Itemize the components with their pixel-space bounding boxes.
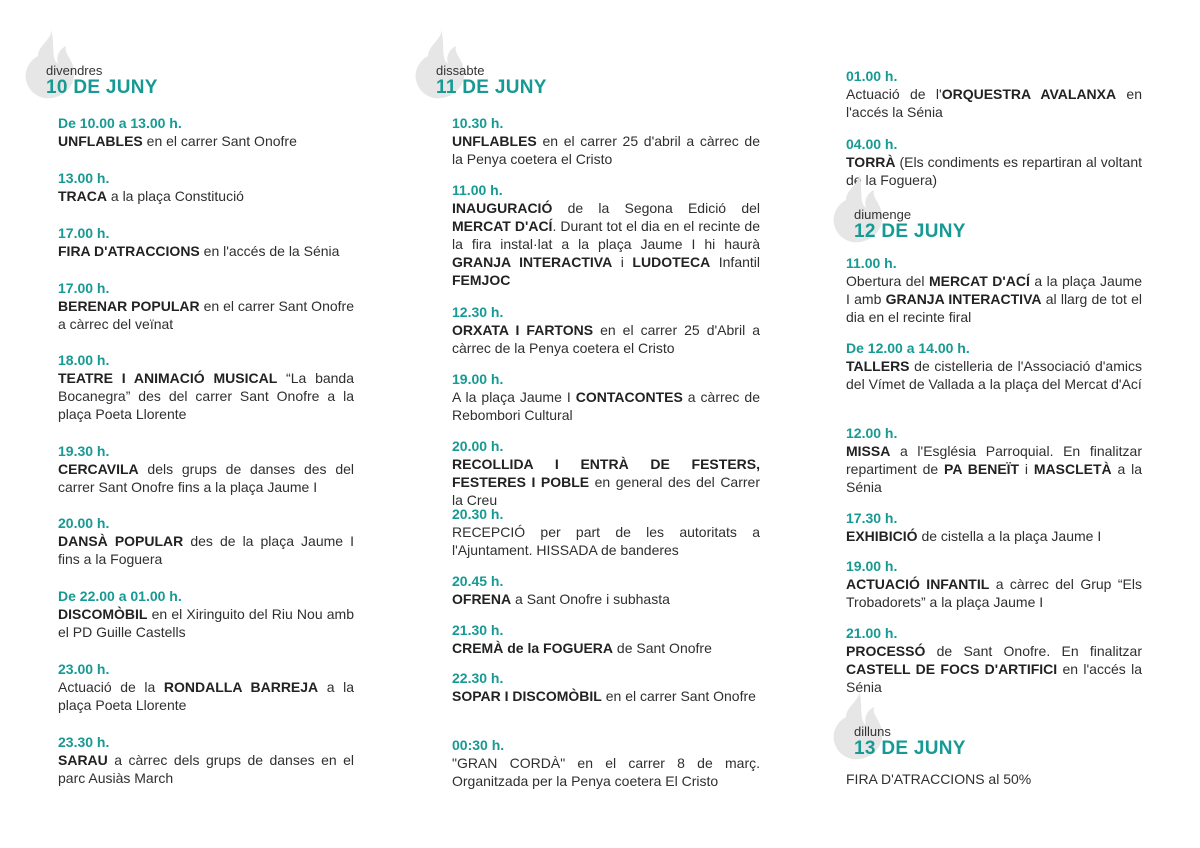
event-description: TORRÀ (Els condiments es repartiran al voltant de la Foguera) (846, 154, 1142, 188)
event-time: 20.45 h. (452, 573, 504, 589)
event-description: UNFLABLES en el carrer Sant Onofre (58, 133, 297, 149)
event-description: FIRA D'ATRACCIONS al 50% (846, 771, 1032, 787)
event-time: De 10.00 a 13.00 h. (58, 115, 182, 131)
event-item (846, 255, 1142, 326)
event-description: TALLERS de cistelleria de l'Associació d'amics del Vímet de Vallada a la plaça del Mercat d'Ací (846, 358, 1142, 392)
event-description: TEATRE I ANIMACIÓ MUSICAL “La banda Bocanegra” des del carrer Sant Onofre a la plaça Poeta Llorente (58, 370, 354, 422)
event-item (846, 68, 1142, 121)
event-time: 04.00 h. (846, 136, 898, 152)
event-description: INAUGURACIÓ de la Segona Edició del MERCAT D'ACÍ. Durant tot el dia en el recinte de la fira instal·lat a la plaça Jaume I hi haurà GRANJA INTERACTIVA i LUDOTECA Infantil FEMJOC (452, 200, 760, 288)
event-time: 21.30 h. (452, 622, 504, 638)
event-description: RECOLLIDA I ENTRÀ DE FESTERS, FESTERES I POBLE en general des del Carrer la Creu (452, 456, 760, 508)
event-description: OFRENA a Sant Onofre i subhasta (452, 591, 670, 607)
event-item (58, 170, 354, 205)
event-time: 01.00 h. (846, 68, 898, 84)
event-description: TRACA a la plaça Constitució (58, 188, 244, 204)
event-time: 11.00 h. (846, 255, 897, 271)
event-description: DISCOMÒBIL en el Xiringuito del Riu Nou amb el PD Guille Castells (58, 606, 354, 640)
day-header-monday (854, 725, 966, 759)
event-item (58, 588, 354, 641)
event-item (58, 734, 354, 787)
event-item (846, 136, 1142, 189)
event-time: 12.30 h. (452, 304, 504, 320)
event-item (58, 225, 354, 260)
event-item (452, 737, 760, 790)
event-time: 23.30 h. (58, 734, 110, 750)
day-label: dilluns (854, 724, 891, 739)
event-description: CERCAVILA dels grups de danses des del carrer Sant Onofre fins a la plaça Jaume I (58, 461, 354, 495)
event-item (58, 443, 354, 496)
event-item (452, 573, 760, 608)
event-description: PROCESSÓ de Sant Onofre. En finalitzar CASTELL DE FOCS D'ARTIFICI en l'accés la Sénia (846, 643, 1142, 695)
event-item (58, 661, 354, 714)
event-item (452, 622, 760, 657)
event-time: 20.30 h. (452, 506, 504, 522)
event-time: 17.00 h. (58, 225, 110, 241)
day-date: 11 DE JUNY (436, 77, 547, 98)
event-time: 23.00 h. (58, 661, 110, 677)
event-description: ACTUACIÓ INFANTIL a càrrec del Grup “Els Trobadorets” a la plaça Jaume I (846, 576, 1142, 610)
event-time: 22.30 h. (452, 670, 504, 686)
event-time: 00:30 h. (452, 737, 505, 753)
event-item (846, 425, 1142, 496)
event-time: 21.00 h. (846, 625, 898, 641)
day-date: 10 DE JUNY (46, 77, 158, 98)
event-time: 11.00 h. (452, 182, 503, 198)
event-item (58, 280, 354, 333)
event-item (452, 182, 760, 289)
event-item (846, 770, 1142, 788)
event-time: 17.00 h. (58, 280, 110, 296)
day-label: divendres (46, 63, 103, 78)
event-time: 17.30 h. (846, 510, 898, 526)
day-date: 12 DE JUNY (854, 221, 966, 242)
event-description: ORXATA I FARTONS en el carrer 25 d'Abril a càrrec de la Penya coetera el Cristo (452, 322, 760, 356)
event-time: 18.00 h. (58, 352, 110, 368)
event-description: A la plaça Jaume I CONTACONTES a càrrec de Rebombori Cultural (452, 389, 760, 423)
event-description: CREMÀ de la FOGUERA de Sant Onofre (452, 640, 712, 656)
day-header-friday (46, 64, 158, 98)
event-item (58, 515, 354, 568)
day-date: 13 DE JUNY (854, 738, 966, 759)
event-time: 13.00 h. (58, 170, 110, 186)
event-description: SOPAR I DISCOMÒBIL en el carrer Sant Onofre (452, 688, 756, 704)
event-description: BERENAR POPULAR en el carrer Sant Onofre a càrrec del veïnat (58, 298, 354, 332)
event-description: Obertura del MERCAT D'ACÍ a la plaça Jaume I amb GRANJA INTERACTIVA al llarg de tot el dia en el recinte firal (846, 273, 1142, 325)
event-item (452, 670, 760, 705)
day-header-sunday (854, 208, 966, 242)
event-item (452, 371, 760, 424)
event-description: RECEPCIÓ per part de les autoritats a l'Ajuntament. HISSADA de banderes (452, 524, 760, 558)
event-description: SARAU a càrrec dels grups de danses en el parc Ausiàs March (58, 752, 354, 786)
event-item (846, 510, 1142, 545)
event-description: MISSA a l'Església Parroquial. En finalitzar repartiment de PA BENEÏT i MASCLETÀ a la Sénia (846, 443, 1142, 495)
event-item (58, 352, 354, 423)
event-description: EXHIBICIÓ de cistella a la plaça Jaume I (846, 528, 1102, 544)
event-item (452, 438, 760, 509)
event-description: UNFLABLES en el carrer 25 d'abril a càrrec de la Penya coetera el Cristo (452, 133, 760, 167)
event-time: 19.00 h. (452, 371, 504, 387)
day-label: dissabte (436, 63, 485, 78)
event-description: FIRA D'ATRACCIONS en l'accés de la Sénia (58, 243, 340, 259)
event-item (452, 304, 760, 357)
event-item (58, 115, 354, 150)
day-label: diumenge (854, 207, 912, 222)
event-time: De 22.00 a 01.00 h. (58, 588, 182, 604)
event-item (846, 558, 1142, 611)
day-header-saturday (436, 64, 547, 98)
event-item (452, 115, 760, 168)
event-item (846, 625, 1142, 696)
event-time: 20.00 h. (452, 438, 504, 454)
event-time: De 12.00 a 14.00 h. (846, 340, 970, 356)
event-description: "GRAN CORDÀ" en el carrer 8 de març. Organitzada per la Penya coetera El Cristo (452, 755, 760, 789)
event-time: 12.00 h. (846, 425, 898, 441)
event-time: 20.00 h. (58, 515, 110, 531)
event-item (452, 506, 760, 559)
event-time: 10.30 h. (452, 115, 504, 131)
event-time: 19.00 h. (846, 558, 898, 574)
event-description: Actuació de l'ORQUESTRA AVALANXA en l'accés la Sénia (846, 86, 1142, 120)
event-item (846, 340, 1142, 393)
event-time: 19.30 h. (58, 443, 110, 459)
event-description: Actuació de la RONDALLA BARREJA a la plaça Poeta Llorente (58, 679, 354, 713)
event-description: DANSÀ POPULAR des de la plaça Jaume I fins a la Foguera (58, 533, 354, 567)
